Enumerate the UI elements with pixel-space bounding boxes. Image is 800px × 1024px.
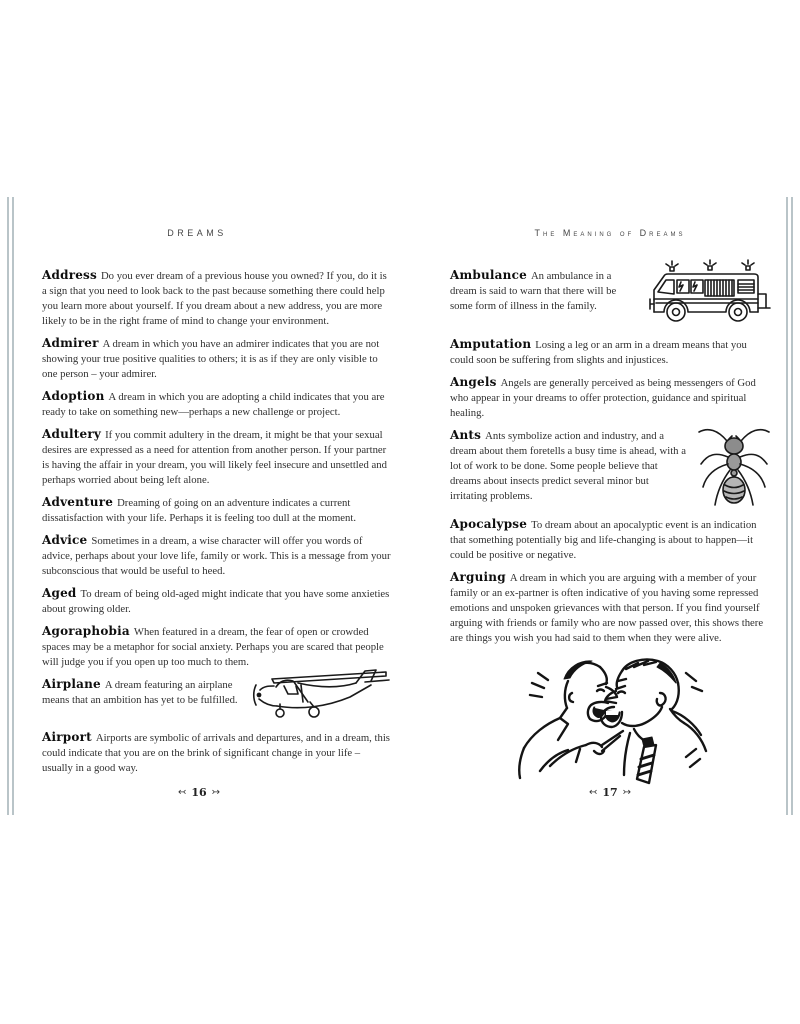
entry-term: Arguing [450, 570, 506, 584]
entry-definition: To dream about an apocalyptic event is an indication that something potentially big and life-changing is about to happen—it could be positive or negative. [450, 519, 757, 561]
entry-term: Adventure [42, 495, 114, 509]
entry-aged [42, 586, 392, 617]
running-head-left: DREAMS [167, 228, 227, 238]
entry-definition: Angels are generally perceived as being messengers of God who appear in your dreams to offer protection, guidance and spiritual healing. [450, 377, 756, 419]
entry-term: Angels [450, 375, 497, 389]
entry-definition: A dream in which you are arguing with a member of your family or an ex-partner is often indicative of you having some repressed emotions and unspoken grievances with that person. If you find yourself arguing with friends or family who are now passed over, this shows there are things you wish you had said to them when they were alive. [450, 572, 764, 644]
entry-ants [450, 428, 770, 510]
entry-angels [450, 375, 770, 421]
entry-ambulance [450, 268, 770, 330]
folio-ornament-right-icon: ↣ [622, 787, 632, 798]
entry-term: Ambulance [450, 268, 527, 282]
page-number: 16 [191, 786, 207, 799]
entry-arguing [450, 570, 770, 646]
entry-definition: Dreaming of going on an adventure indicates a current dissatisfaction with your life. Perhaps it is feeling too dull at the moment. [42, 497, 357, 524]
entry-term: Airplane [42, 677, 101, 691]
entry-airplane [42, 677, 392, 723]
entry-airport [42, 730, 392, 776]
entry-definition: Airports are symbolic of arrivals and departures, and in a dream, this could indicate that you are on the brink of significant change in your life – usually in a good way. [42, 732, 390, 774]
entry-agoraphobia [42, 624, 392, 670]
entry-definition: Ants symbolize action and industry, and a dream about them foretells a busy time is ahead, with a lot of work to be done. Some people believe that dreams about insects predict several minor but irritating problems. [450, 430, 686, 502]
entry-definition: Losing a leg or an arm in a dream means that you could soon be suffering from slights and injustices. [450, 339, 747, 366]
entry-advice [42, 533, 392, 579]
entry-definition: A dream in which you have an admirer indicates that you are not showing your true positive qualities to others; it is as if they are only visible to one person – your admirer. [42, 338, 380, 380]
entry-definition: An ambulance in a dream is said to warn that there will be some form of illness in the family. [450, 270, 617, 312]
ambulance-illustration [646, 254, 774, 330]
entry-term: Advice [42, 533, 88, 547]
arguing-men-illustration [510, 653, 710, 793]
page-number: 17 [602, 786, 618, 799]
entry-definition: Do you ever dream of a previous house you owned? If you, do it is a sign that you need to look back to the past because something there could help you learn more about yourself. If you dream about a new address, you are more likely to be in the right frame of mind to change your environment. [42, 270, 387, 327]
entry-term: Address [42, 268, 97, 282]
entry-term: Amputation [450, 337, 532, 351]
entry-definition: Sometimes in a dream, a wise character will offer you words of advice, perhaps about your love life, family or work. This is a message from your subconscious that would be useful to heed. [42, 535, 391, 577]
page-number-left [24, 786, 374, 799]
folio-ornament-left-icon: ↢ [588, 787, 598, 798]
entry-adultery [42, 427, 392, 488]
right-entries [450, 268, 770, 793]
folio-ornament-left-icon: ↢ [177, 787, 187, 798]
entry-definition: A dream in which you are adopting a child indicates that you are ready to take on something new—perhaps a new challenge or project. [42, 391, 385, 418]
airplane-illustration [250, 665, 392, 723]
entry-definition: When featured in a dream, the fear of open or crowded spaces may be a metaphor for social anxiety. Perhaps you are scared that people will judge you if you open up too much to them. [42, 626, 384, 668]
entry-definition: If you commit adultery in the dream, it might be that your sexual desires are expressed as a need for attention from another person. If your partner is having the affair in your dream, you will likely feel insecure and unsettled and perhaps worried about being left alone. [42, 429, 387, 486]
entry-term: Adultery [42, 427, 102, 441]
left-page [42, 222, 392, 822]
page-edge-line [7, 197, 9, 815]
entry-adventure [42, 495, 392, 526]
page-number-right [450, 786, 770, 799]
entry-admirer [42, 336, 392, 382]
entry-term: Airport [42, 730, 92, 744]
running-head-right: The Meaning of Dreams [534, 228, 686, 238]
entry-term: Ants [450, 428, 482, 442]
folio-ornament-right-icon: ↣ [211, 787, 221, 798]
left-entries [42, 268, 392, 776]
entry-amputation [450, 337, 770, 368]
ant-illustration [696, 424, 772, 510]
page-edge-line [786, 197, 788, 815]
entry-definition: To dream of being old-aged might indicate that you have some anxieties about growing older. [42, 588, 390, 615]
entry-apocalypse [450, 517, 770, 563]
entry-term: Apocalypse [450, 517, 528, 531]
entry-term: Agoraphobia [42, 624, 130, 638]
entry-term: Adoption [42, 389, 105, 403]
page-edge-line [12, 197, 14, 815]
entry-adoption [42, 389, 392, 420]
entry-term: Admirer [42, 336, 99, 350]
page-edge-line [791, 197, 793, 815]
entry-term: Aged [42, 586, 77, 600]
entry-address [42, 268, 392, 329]
entry-definition: A dream featuring an airplane means that an ambition has yet to be fulfilled. [42, 679, 238, 706]
right-page [450, 222, 770, 822]
